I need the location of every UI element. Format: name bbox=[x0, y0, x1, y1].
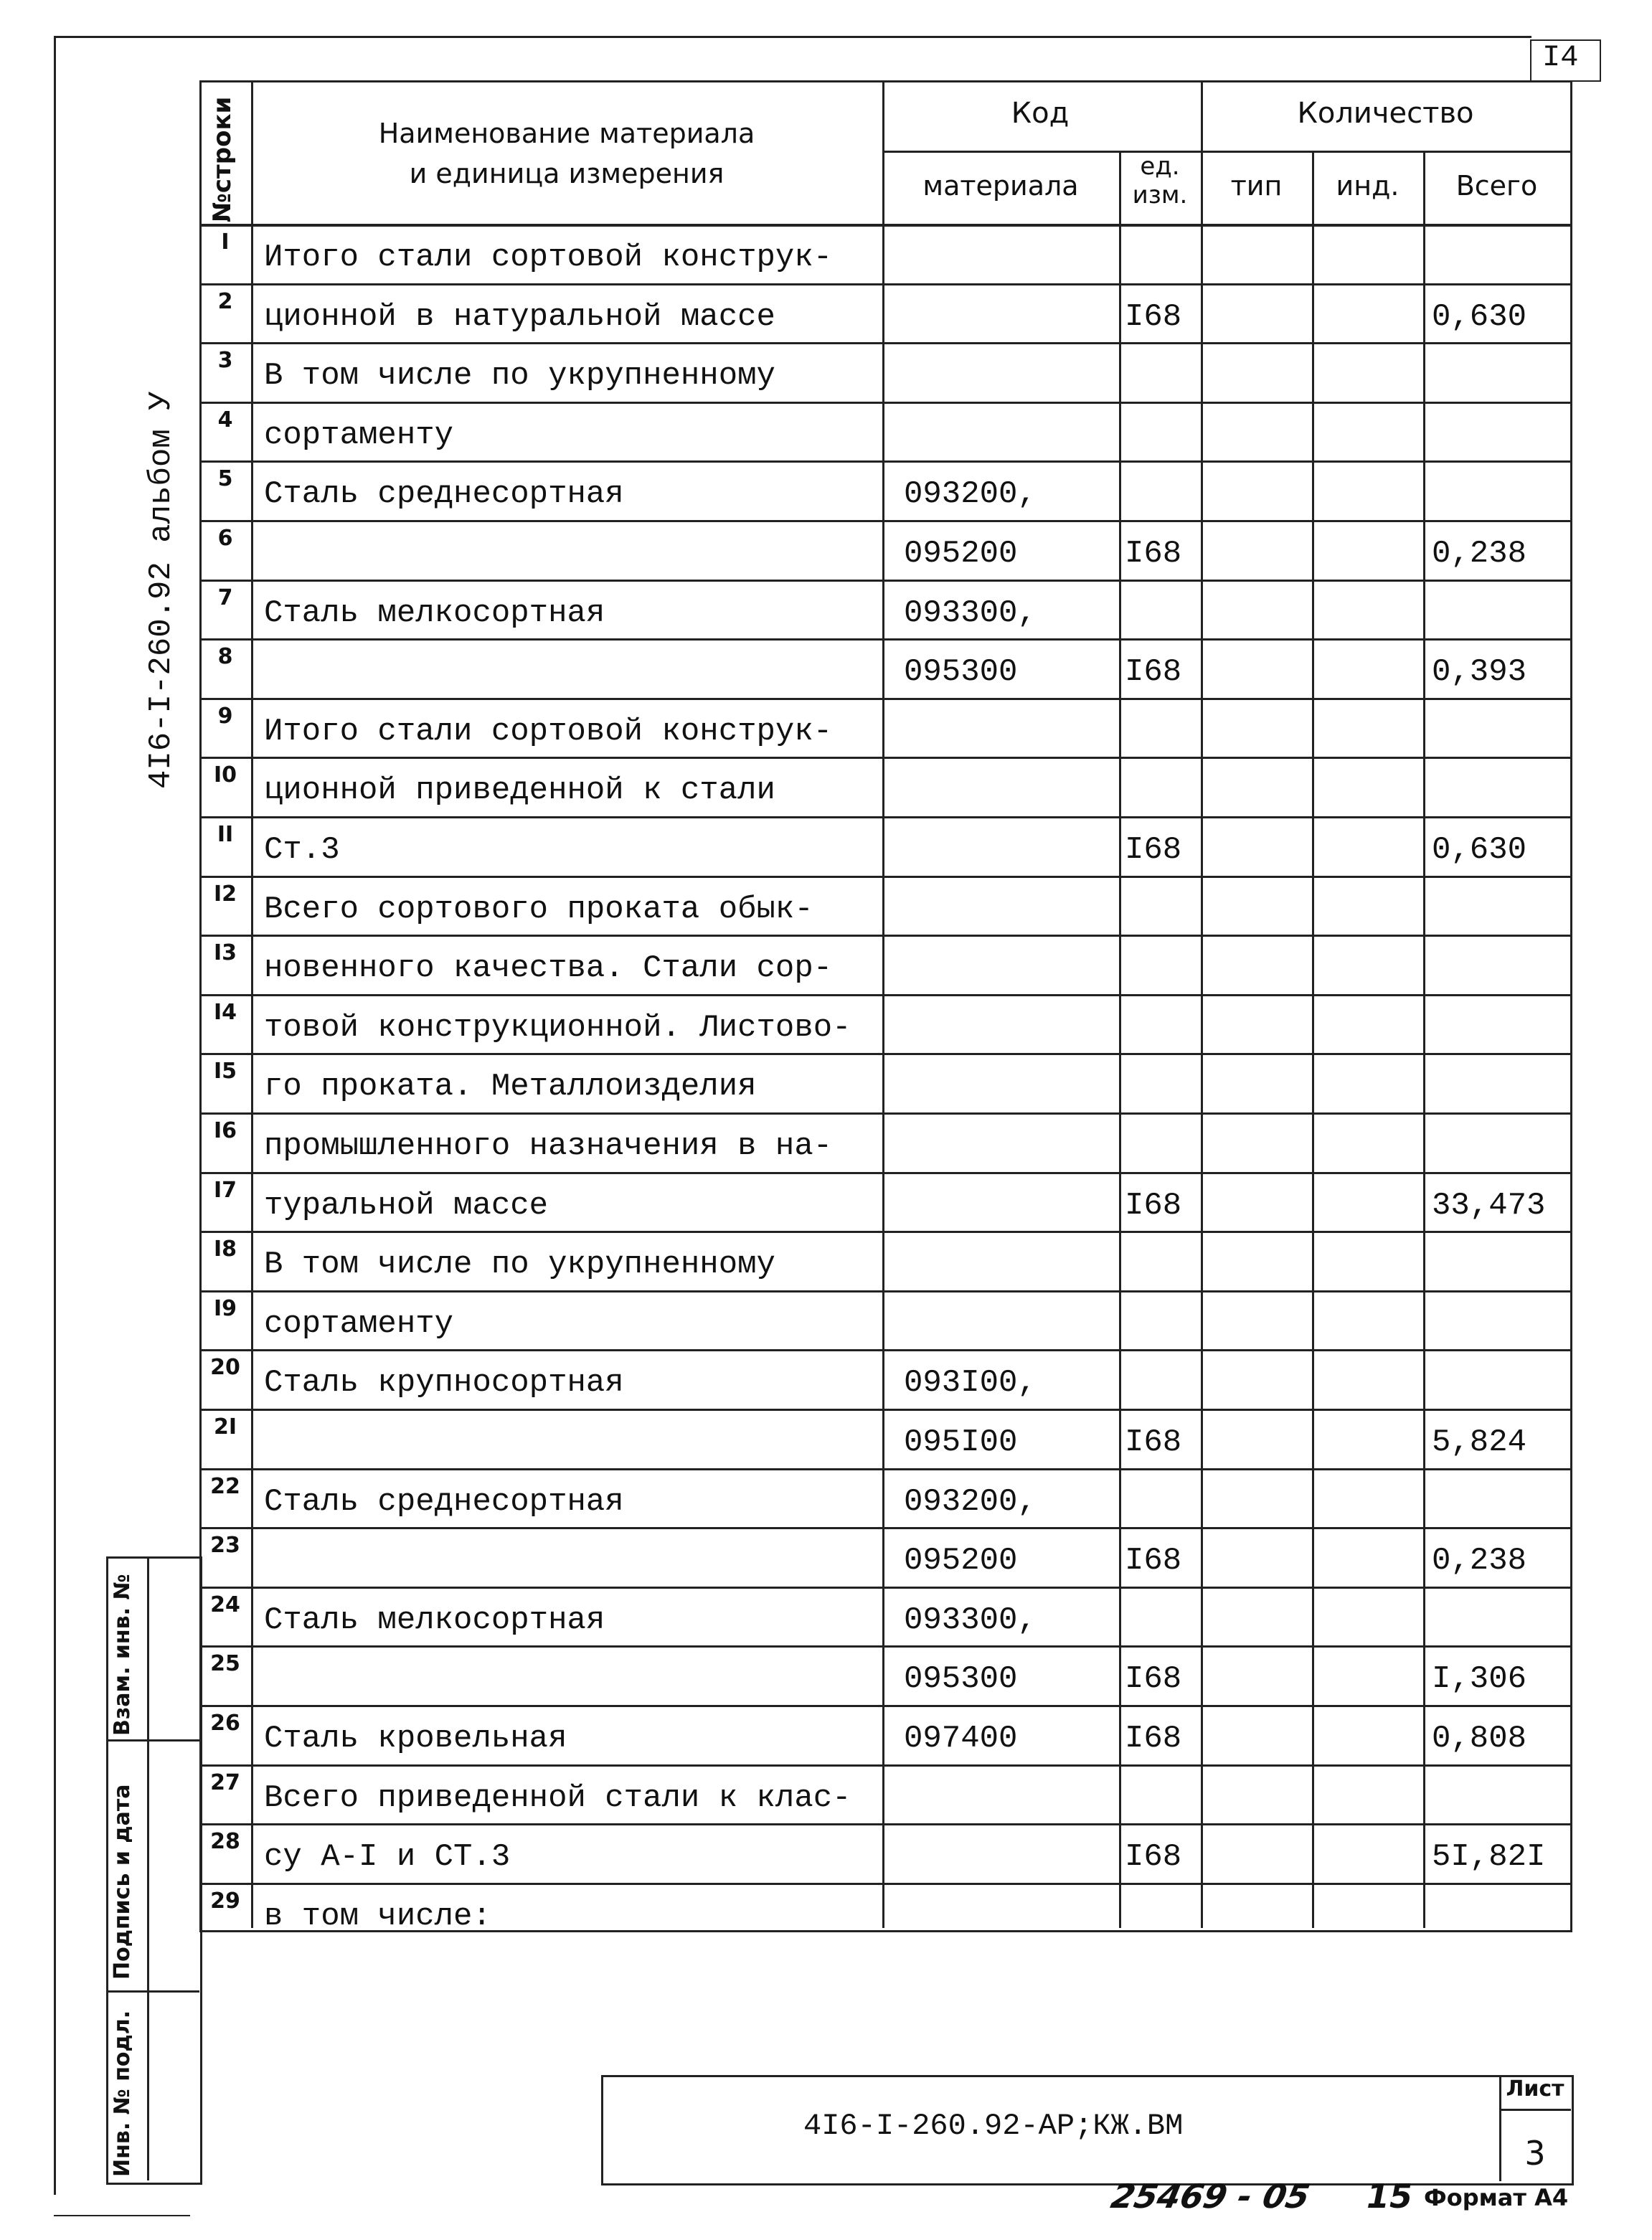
stamp-inv: Инв. № подл. bbox=[110, 2010, 135, 2177]
stamp-podpis: Подпись и дата bbox=[110, 1784, 135, 1980]
row-material-name: Сталь кровельная bbox=[264, 1721, 567, 1757]
table-row bbox=[199, 1764, 1570, 1824]
row-number: 8 bbox=[217, 644, 233, 670]
row-material-code: 095I00 bbox=[904, 1424, 1018, 1460]
row-material-name: Итого стали сортовой конструк- bbox=[264, 713, 833, 750]
row-material-code: 097400 bbox=[904, 1721, 1018, 1757]
row-material-name: Сталь мелкосортная bbox=[264, 595, 605, 631]
table-row bbox=[199, 876, 1570, 935]
sheet-label: Лист bbox=[1506, 2076, 1564, 2102]
handwritten-number: 25469 - 05 bbox=[1108, 2177, 1313, 2216]
header-quantity: Количество bbox=[1297, 97, 1474, 130]
row-number: 6 bbox=[217, 526, 233, 551]
row-unit: I68 bbox=[1125, 1187, 1182, 1224]
table-row bbox=[199, 1349, 1570, 1409]
row-material-name: Сталь мелкосортная bbox=[264, 1602, 605, 1638]
side-stamp-divider bbox=[147, 1556, 149, 2180]
table-row bbox=[199, 1290, 1570, 1350]
row-total: 33,473 bbox=[1432, 1187, 1546, 1224]
row-unit: I68 bbox=[1125, 298, 1182, 335]
row-material-code: 095200 bbox=[904, 1543, 1018, 1579]
row-total: 0,630 bbox=[1432, 832, 1527, 868]
table-row bbox=[199, 698, 1570, 757]
row-number: I4 bbox=[213, 999, 237, 1025]
header-material-name: Наименование материала и единица измерения bbox=[378, 118, 755, 189]
row-material-code: 095300 bbox=[904, 654, 1018, 691]
side-stamp-sep-2 bbox=[106, 1990, 199, 1993]
page-top-border bbox=[54, 36, 1531, 38]
sheet-number: 3 bbox=[1524, 2134, 1546, 2173]
row-total: 5I,82I bbox=[1432, 1839, 1546, 1876]
row-number: I bbox=[221, 230, 230, 255]
row-number: 5 bbox=[217, 466, 233, 492]
row-material-name: новенного качества. Стали сор- bbox=[264, 950, 833, 987]
row-material-name: Всего сортового проката обык- bbox=[264, 891, 813, 927]
footer-num: 15 bbox=[1367, 2177, 1413, 2216]
table-row bbox=[199, 1823, 1570, 1883]
stamp-vzam: Взам. инв. № bbox=[110, 1574, 135, 1736]
row-unit: I68 bbox=[1125, 1721, 1182, 1757]
row-material-name: Итого стали сортовой конструк- bbox=[264, 240, 833, 275]
row-number: 26 bbox=[210, 1711, 240, 1736]
row-material-code: 095300 bbox=[904, 1661, 1018, 1698]
row-material-code: 095200 bbox=[904, 536, 1018, 572]
table-row bbox=[199, 460, 1570, 520]
row-total: 0,630 bbox=[1432, 298, 1527, 335]
table-row bbox=[199, 1409, 1570, 1468]
row-material-name: ционной приведенной к стали bbox=[264, 772, 775, 809]
table-row bbox=[199, 1172, 1570, 1232]
row-material-name: В том числе по укрупненному bbox=[264, 358, 775, 394]
doc-designation: 4I6-I-260.92-АР;КЖ.ВМ bbox=[803, 2109, 1184, 2143]
row-number: 3 bbox=[217, 348, 233, 374]
row-material-name: Сталь среднесортная bbox=[264, 476, 624, 513]
bottom-left-mark bbox=[54, 2215, 190, 2216]
page-left-border bbox=[54, 36, 56, 2195]
row-number: I8 bbox=[213, 1237, 237, 1262]
row-unit: I68 bbox=[1125, 1543, 1182, 1579]
table-row bbox=[199, 1587, 1570, 1646]
row-material-name: сортаменту bbox=[264, 417, 454, 453]
row-material-code: 093200, bbox=[904, 1483, 1037, 1520]
header-code-material: материала bbox=[922, 170, 1079, 202]
row-total: 0,393 bbox=[1432, 654, 1527, 691]
row-unit: I68 bbox=[1125, 1839, 1182, 1876]
table-row bbox=[199, 1645, 1570, 1705]
table-row bbox=[199, 638, 1570, 698]
row-total: 0,238 bbox=[1432, 536, 1527, 572]
row-number: 20 bbox=[210, 1355, 240, 1381]
table-row bbox=[199, 1705, 1570, 1764]
row-number: 4 bbox=[217, 407, 233, 433]
row-material-name: ционной в натуральной массе bbox=[264, 298, 775, 335]
row-number: 7 bbox=[217, 585, 233, 610]
format-label: Формат А4 bbox=[1424, 2184, 1569, 2211]
row-material-name: Сталь крупносортная bbox=[264, 1365, 624, 1402]
row-number: II bbox=[217, 822, 234, 847]
row-number: I6 bbox=[213, 1118, 237, 1143]
side-stamp-sep-1 bbox=[106, 1739, 199, 1742]
row-material-code: 093200, bbox=[904, 476, 1037, 513]
table-row bbox=[199, 1112, 1570, 1172]
row-number: 29 bbox=[210, 1888, 240, 1914]
row-material-name: Сталь среднесортная bbox=[264, 1483, 624, 1520]
row-number: 22 bbox=[210, 1473, 240, 1499]
row-material-name: промышленного назначения в на- bbox=[264, 1128, 833, 1164]
table-row bbox=[199, 757, 1570, 816]
header-qty-total: Всего bbox=[1455, 170, 1538, 202]
table-row bbox=[199, 1883, 1570, 1942]
row-material-code: 093I00, bbox=[904, 1365, 1037, 1402]
table-row bbox=[199, 520, 1570, 580]
side-album-label: 4I6-I-260.92 альбом У bbox=[143, 391, 179, 789]
row-material-name: туральной массе bbox=[264, 1187, 549, 1224]
table-row bbox=[199, 1053, 1570, 1112]
table-row bbox=[199, 1468, 1570, 1528]
table-row bbox=[199, 283, 1570, 343]
row-unit: I68 bbox=[1125, 536, 1182, 572]
row-material-name: Всего приведенной стали к клас- bbox=[264, 1780, 851, 1816]
table-row bbox=[199, 1527, 1570, 1587]
row-unit: I68 bbox=[1125, 1661, 1182, 1698]
header-qty-ind: инд. bbox=[1336, 170, 1400, 202]
row-total: 0,238 bbox=[1432, 1543, 1527, 1579]
row-number: 23 bbox=[210, 1533, 240, 1559]
table-row bbox=[199, 580, 1570, 639]
row-number: I2 bbox=[213, 881, 237, 907]
row-number: 9 bbox=[217, 703, 233, 729]
table-row bbox=[199, 1231, 1570, 1290]
row-number: I5 bbox=[213, 1059, 237, 1084]
row-number: 2 bbox=[217, 288, 233, 314]
table-row bbox=[199, 342, 1570, 402]
table-row bbox=[199, 224, 1570, 283]
row-number: 24 bbox=[210, 1592, 240, 1617]
row-material-name: Ст.3 bbox=[264, 832, 340, 868]
row-number: I3 bbox=[213, 940, 237, 966]
row-total: I,306 bbox=[1432, 1661, 1527, 1698]
row-number: I0 bbox=[213, 762, 237, 788]
row-material-code: 093300, bbox=[904, 1602, 1037, 1638]
row-number: 2I bbox=[213, 1414, 237, 1440]
row-unit: I68 bbox=[1125, 654, 1182, 691]
header-code-unit: ед. изм. bbox=[1132, 152, 1188, 209]
table-row bbox=[199, 402, 1570, 461]
row-number: 28 bbox=[210, 1829, 240, 1855]
row-number: I9 bbox=[213, 1295, 237, 1321]
row-material-name: го проката. Металлоизделия bbox=[264, 1069, 757, 1105]
row-total: 0,808 bbox=[1432, 1721, 1527, 1757]
row-number: 25 bbox=[210, 1651, 240, 1677]
header-qty-type: тип bbox=[1230, 170, 1283, 202]
row-unit: I68 bbox=[1125, 832, 1182, 868]
table-row bbox=[199, 994, 1570, 1054]
row-material-name: су А-I и СТ.3 bbox=[264, 1839, 511, 1876]
title-block-sheet-sep bbox=[1499, 2109, 1571, 2111]
header-code: Код bbox=[1011, 97, 1070, 130]
row-total: 5,824 bbox=[1432, 1424, 1527, 1460]
row-material-name: В том числе по укрупненному bbox=[264, 1247, 775, 1283]
row-material-name: в том числе: bbox=[264, 1898, 491, 1934]
table-row bbox=[199, 935, 1570, 994]
header-row-number: №строки bbox=[208, 96, 237, 222]
row-number: 27 bbox=[210, 1769, 240, 1795]
table-row bbox=[199, 816, 1570, 876]
row-material-name: сортаменту bbox=[264, 1305, 454, 1342]
corner-sheet-number: I4 bbox=[1542, 40, 1579, 75]
row-material-code: 093300, bbox=[904, 595, 1037, 631]
header-mid-line bbox=[882, 151, 1570, 153]
row-material-name: товой конструкционной. Листово- bbox=[264, 1009, 851, 1046]
row-unit: I68 bbox=[1125, 1424, 1182, 1460]
row-number: I7 bbox=[213, 1177, 237, 1203]
